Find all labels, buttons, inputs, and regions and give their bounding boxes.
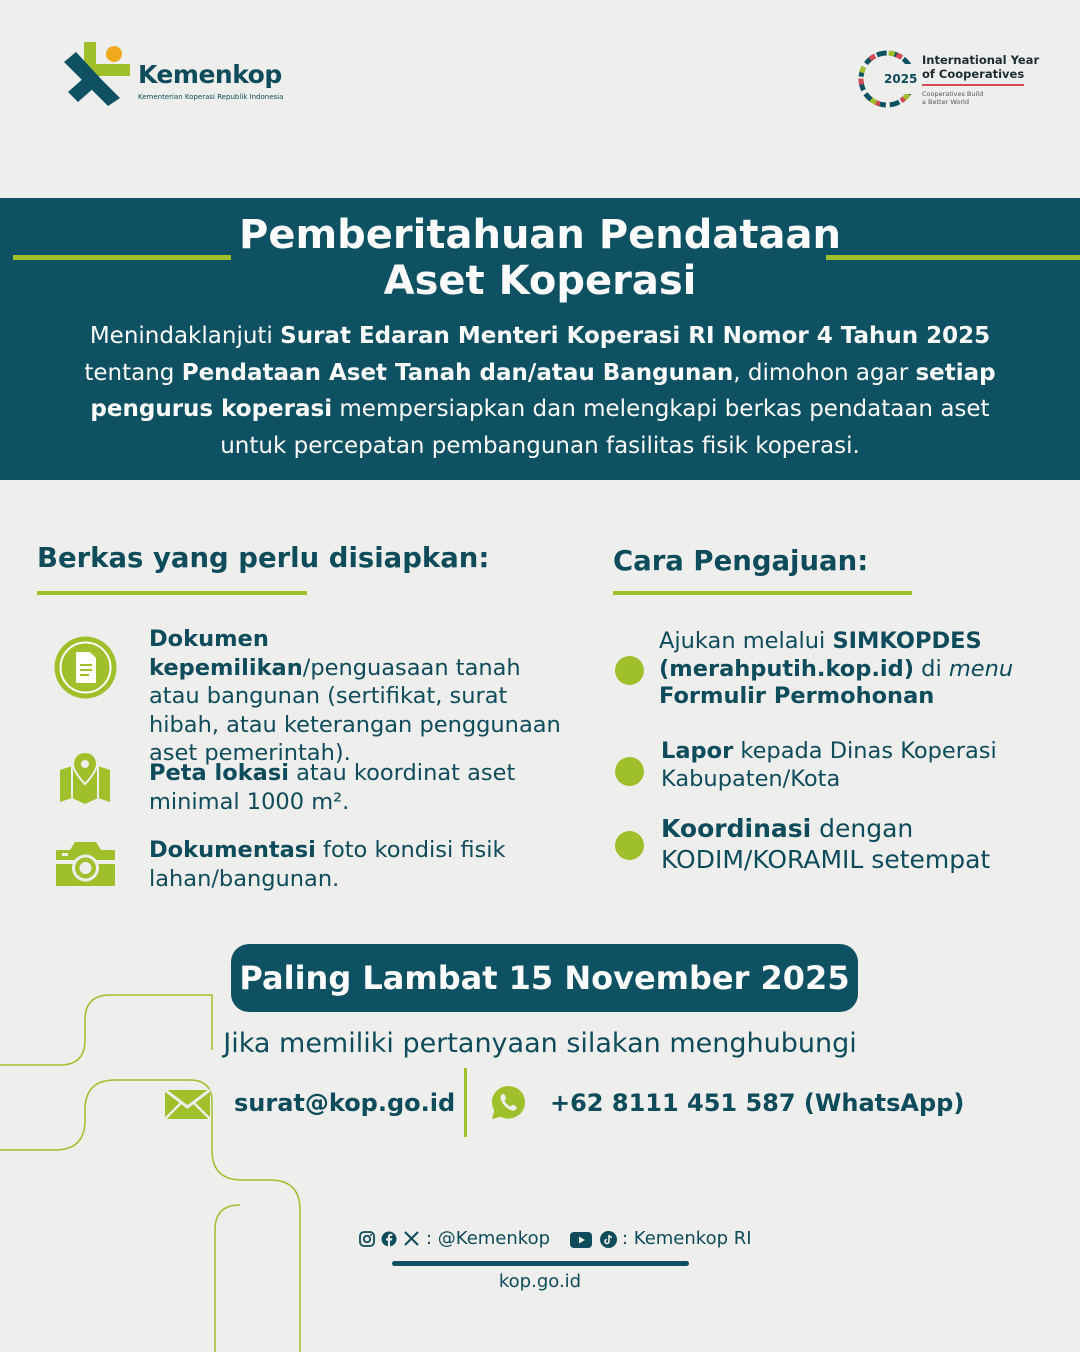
iyc-year: 2025	[884, 72, 918, 86]
bullet-dot	[615, 656, 644, 685]
page-title	[0, 212, 1080, 304]
item-text: atau koordinat aset minimal 1000 m².	[149, 760, 516, 815]
youtube-icon[interactable]	[570, 1232, 592, 1248]
intro-bold: setiap pengurus koperasi	[90, 359, 996, 422]
intro-text: mempersiapkan dan melengkapi berkas pendataan aset untuk percepatan pembangunan fasilitas fisik koperasi.	[220, 396, 990, 459]
iyc-title	[922, 53, 1039, 81]
contact-divider	[464, 1068, 467, 1137]
logo-name: Kemenkop	[138, 60, 282, 89]
iyc-title-line1: International Year	[922, 53, 1040, 67]
intro-text: Menindaklanjuti	[89, 323, 281, 349]
facebook-icon[interactable]	[381, 1231, 397, 1247]
item-bold: Lapor	[661, 738, 734, 764]
deadline-badge: Paling Lambat 15 November 2025	[231, 944, 858, 1012]
item-bold: Dokumentasi	[149, 837, 316, 863]
item-bold: Formulir Permohonan	[659, 683, 935, 709]
video-handle: : Kemenkop RI	[622, 1228, 752, 1249]
item-text: kepada Dinas Koperasi Kabupaten/Kota	[661, 738, 997, 792]
item-text: Ajukan melalui	[659, 628, 833, 654]
iyc-sub-line2: a Better World	[922, 98, 969, 106]
item-bold: Peta lokasi	[149, 760, 289, 786]
iyc-subtitle	[922, 90, 983, 106]
bullet-dot	[615, 831, 644, 860]
berkas-item	[149, 759, 549, 816]
cara-item	[659, 628, 1019, 711]
cara-heading: Cara Pengajuan:	[613, 545, 869, 577]
map-pin-icon	[58, 752, 112, 804]
iyc-sub-line1: Cooperatives Build	[922, 90, 984, 98]
iyc-divider	[922, 84, 1024, 86]
item-text: di	[914, 655, 949, 682]
instagram-icon[interactable]	[359, 1231, 375, 1247]
intro-bold: Surat Edaran Menteri Koperasi RI Nomor 4 Tahun 2025	[280, 323, 991, 349]
camera-icon	[54, 840, 117, 888]
logo-subtitle: Kementerian Koperasi Republik Indonesia	[138, 93, 284, 101]
intro-text: tentang	[84, 359, 182, 386]
item-bold: Koordinasi	[661, 814, 812, 843]
intro-paragraph	[60, 318, 1020, 464]
whatsapp-icon	[490, 1084, 527, 1121]
intro-text: , dimohon agar	[733, 359, 916, 386]
cara-item	[661, 738, 1021, 793]
title-line2: Aset Koperasi	[383, 258, 697, 304]
item-text: /penguasaan tanah atau bangunan (sertifikat, surat hibah, atau keterangan penggunaan aset pemerintah).	[149, 654, 561, 766]
item-text: foto kondisi fisik lahan/bangunan.	[149, 837, 506, 892]
website-link[interactable]: kop.go.id	[498, 1271, 582, 1292]
document-icon	[54, 636, 117, 699]
berkas-item	[149, 625, 569, 768]
bullet-dot	[615, 757, 644, 786]
berkas-item	[149, 836, 529, 893]
email-icon	[164, 1089, 211, 1120]
item-text: dengan KODIM/KORAMIL setempat	[661, 814, 991, 874]
berkas-heading: Berkas yang perlu disiapkan:	[37, 542, 490, 574]
cara-underline	[613, 591, 912, 595]
x-twitter-icon[interactable]	[404, 1231, 419, 1246]
iyc-title-line2: of Cooperatives	[922, 67, 1025, 81]
item-bold: Dokumen kepemilikan	[149, 626, 303, 681]
cara-item	[661, 813, 1031, 875]
whatsapp-number[interactable]: +62 8111 451 587 (WhatsApp)	[550, 1089, 965, 1117]
title-line1: Pemberitahuan Pendataan	[239, 212, 841, 258]
kemenkop-logo-icon	[62, 40, 134, 108]
item-italic: menu	[948, 655, 1014, 682]
tiktok-icon[interactable]	[600, 1231, 617, 1248]
contact-intro: Jika memiliki pertanyaan silakan menghubungi	[223, 1028, 857, 1059]
item-bold: SIMKOPDES (merahputih.kop.id)	[659, 628, 982, 682]
email-link[interactable]: surat@kop.go.id	[234, 1089, 456, 1117]
footer-divider	[392, 1261, 689, 1266]
social-handle: : @Kemenkop	[426, 1228, 551, 1249]
berkas-underline	[37, 591, 307, 595]
intro-bold: Pendataan Aset Tanah dan/atau Bangunan	[181, 359, 734, 386]
